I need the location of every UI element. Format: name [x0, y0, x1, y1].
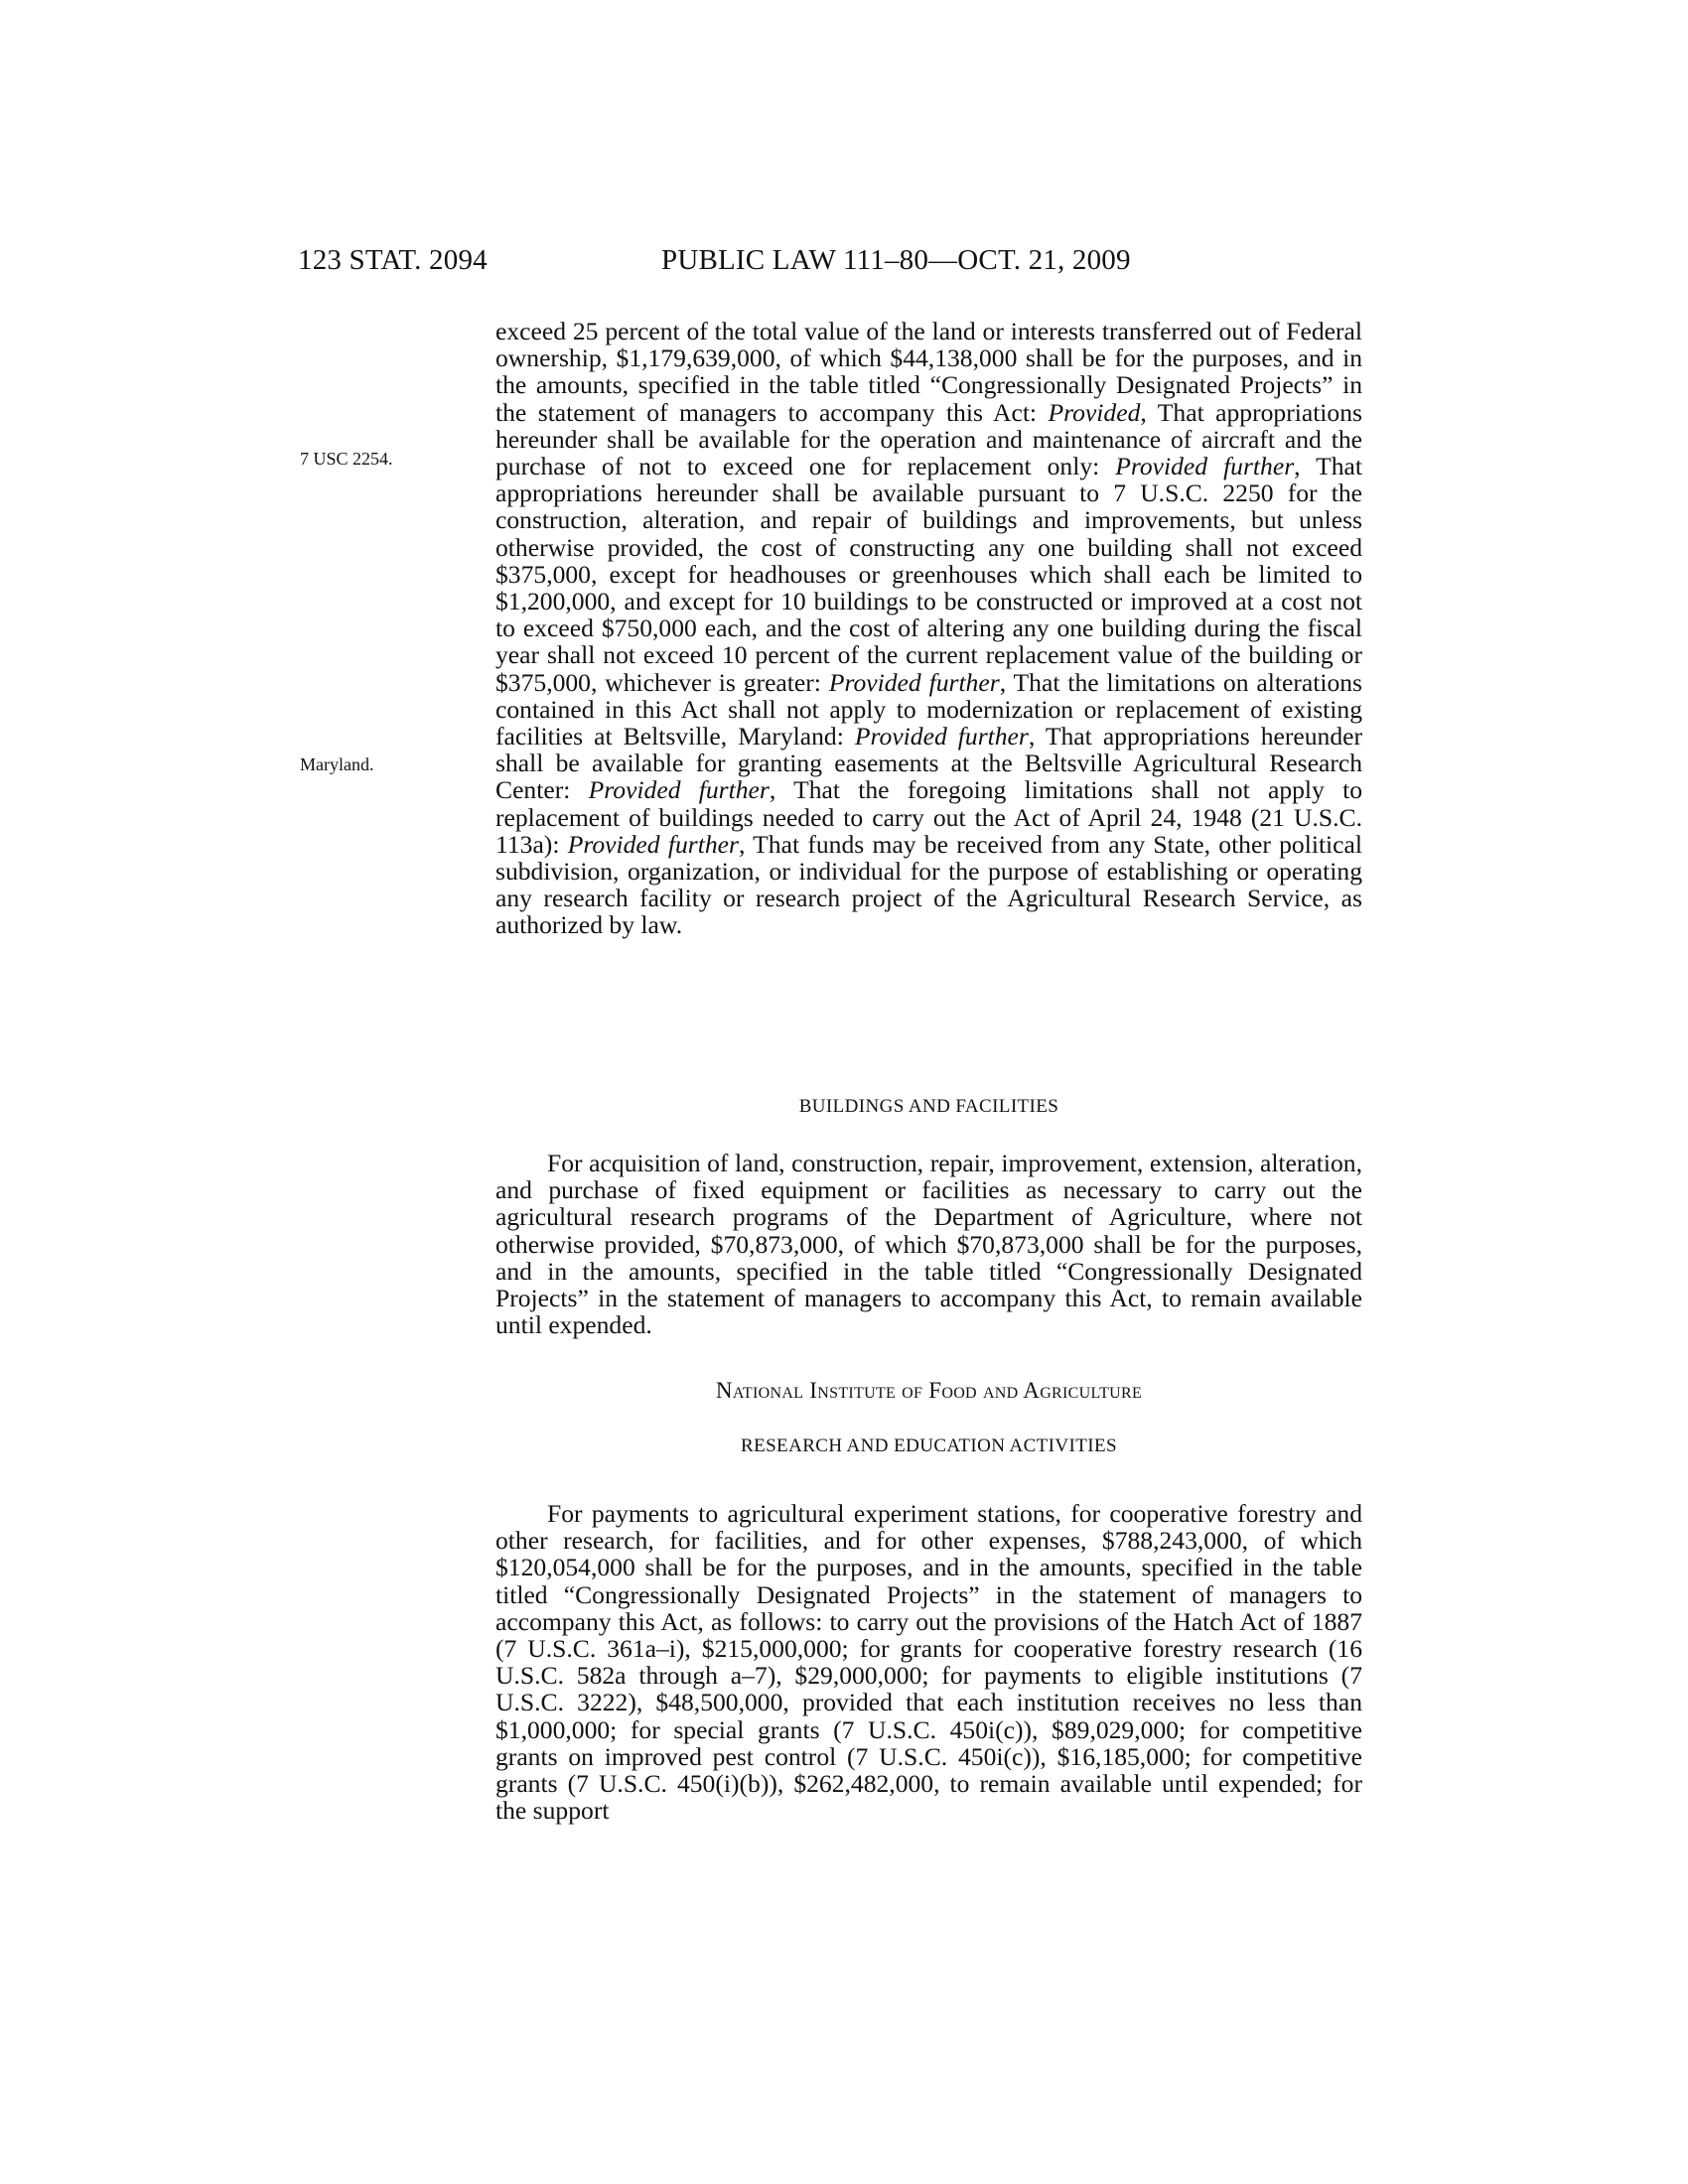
heading-nifa: National Institute of Food and Agriculture: [715, 1378, 1143, 1403]
proviso: Provided further: [854, 722, 1029, 751]
paragraph-continued: [495, 318, 1362, 939]
margin-note-usc: 7 USC 2254.: [300, 449, 393, 469]
statute-page-number: 123 STAT. 2094: [298, 244, 488, 276]
paragraph-research: [495, 1500, 1362, 1824]
paragraph-1-text: exceed 25 percent of the total value of the land or interests transferred out of Federal ownership, $1,179,639,000, of which $44,138,000 shall be for the purposes, and in the amounts, specified in the table titled “Congressionally Designated Projects” in the statement of managers to accompany this Act: Provided, That appropriations hereunder shall be available for the operation and maintenance of aircraft and the purchase of not to exceed one for replacement only: Provided further, That appropriations hereunder shall be available pursuant to 7 U.S.C. 2250 for the construction, alteration, and repair of buildings and improvements, but unless otherwise provided, the cost of constructing any one building shall not exceed $375,000, except for headhouses or greenhouses which shall each be limited to $1,200,000, and except for 10 buildings to be constructed or improved at a cost not to exceed $750,000 each, and the cost of altering any one building during the fiscal year shall not exceed 10 percent of the current replacement value of the building or $375,000, whichever is greater: Provided further, That the limitations on alterations contained in this Act shall not apply to modernization or replacement of existing facilities at Beltsville, Maryland: Provided further, That appropriations hereunder shall be available for granting easements at the Beltsville Agricultural Research Center: Provided further, That the foregoing limitations shall not apply to replacement of buildings needed to carry out the Act of April 24, 1948 (21 U.S.C. 113a): Provided further, That funds may be received from any State, other political subdivision, organization, or individual for the purpose of establishing or operating any research facility or research project of the Agricultural Research Service, as authorized by law.: [495, 317, 1363, 940]
proviso: Provided further: [828, 667, 1000, 697]
public-law-title: PUBLIC LAW 111–80—OCT. 21, 2009: [661, 244, 1131, 276]
paragraph-2-text: For acquisition of land, construction, repair, improvement, extension, alteration, and purchase of fixed equipment or facilities as necessary to carry out the agricultural research programs of the Department of Agriculture, where not otherwise provided, $70,873,000, of which $70,873,000 shall be for the purposes, and in the amounts, specified in the table titled “Congressionally Designated Projects” in the statement of managers to accompany this Act, to remain available until expended.: [495, 1149, 1362, 1340]
paragraph-3-text: For payments to agricultural experiment stations, for cooperative forestry and other research, for facilities, and for other expenses, $788,243,000, of which $120,054,000 shall be for the purposes, and in the amounts, specified in the table titled “Congressionally Designated Projects” in the statement of managers to accompany this Act, as follows: to carry out the provisions of the Hatch Act of 1887 (7 U.S.C. 361a–i), $215,000,000; for grants for cooperative forestry research (16 U.S.C. 582a through a–7), $29,000,000; for payments to eligible institutions (7 U.S.C. 3222), $48,500,000, provided that each institution receives no less than $1,000,000; for special grants (7 U.S.C. 450i(c)), $89,029,000; for competitive grants on improved pest control (7 U.S.C. 450i(c)), $16,185,000; for competitive grants (7 U.S.C. 450(i)(b)), $262,482,000, to remain available until expended; for the support: [495, 1499, 1362, 1826]
proviso: Provided further: [588, 775, 770, 805]
proviso: Provided further: [567, 829, 739, 859]
paragraph-buildings: [495, 1150, 1362, 1338]
heading-research-education: RESEARCH AND EDUCATION ACTIVITIES: [741, 1435, 1117, 1456]
proviso: Provided further: [1115, 452, 1295, 481]
margin-note-maryland: Maryland.: [300, 754, 374, 774]
proviso: Provided: [1048, 397, 1141, 427]
page-header: [298, 244, 1362, 284]
heading-buildings-facilities: BUILDINGS AND FACILITIES: [798, 1096, 1059, 1117]
